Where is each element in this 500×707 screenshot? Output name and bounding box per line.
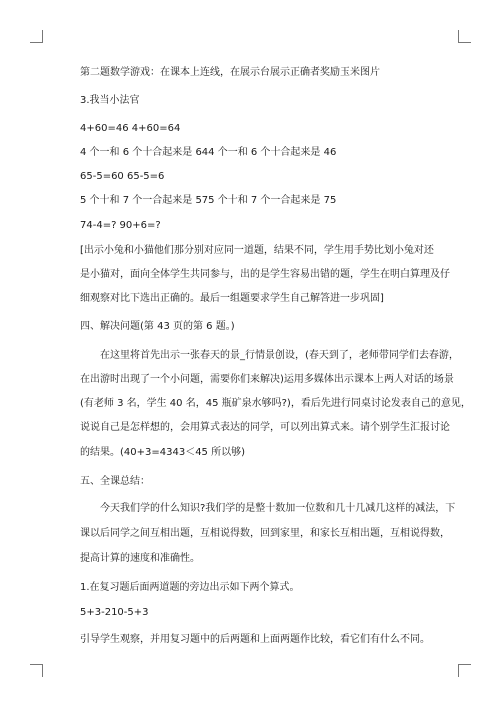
paragraph-line: 4 个一和 6 个十合起来是 644 个一和 6 个十合起来是 46	[80, 147, 337, 158]
section-heading: 四、解决问题(第 43 页的第 6 题。)	[80, 321, 235, 332]
paragraph-line: 今天我们学的什么知识?我们学的是整十数加一位数和几十几减几这样的减法，下	[100, 503, 456, 514]
paragraph-line: (有老师 3 名，学生 40 名，45 瓶矿泉水够吗?)，看后先进行同桌讨论发表自己的意见，	[80, 398, 471, 409]
paragraph-line: 5+3-210-5+3	[80, 607, 149, 618]
paragraph-line: 在这里将首先出示一张春天的景_行情景创设，(春天到了，老师带同学们去春游，	[100, 350, 459, 361]
paragraph-line: 课以后同学之间互相出题，互相说得数，回到家里，和家长互相出题，互相说得数，	[80, 528, 450, 539]
paragraph-line: 的结果。(40+3=4343＜45 所以够)	[80, 447, 245, 458]
paragraph-line: 3.我当小法官	[80, 95, 140, 106]
crop-mark-bottom-right	[458, 664, 471, 677]
paragraph-line: 细观察对比下选出正确的。最后一组题要求学生自己解答进一步巩固]	[80, 293, 384, 304]
paragraph-line: 74-4=? 90+6=?	[80, 220, 161, 231]
paragraph-line: [出示小兔和小猫他们那分别对应同一道题，结果不同，学生用手势比划小兔对还	[80, 245, 434, 256]
section-heading: 五、全课总结：	[80, 476, 150, 487]
paragraph-line: 引导学生观察，并用复习题中的后两题和上面两题作比较，看它们有什么不同。	[80, 634, 430, 645]
paragraph-line: 是小猫对，面向全体学生共同参与，出的是学生容易出错的题，学生在明白算理及仔	[80, 269, 450, 280]
crop-mark-top-right	[458, 30, 471, 43]
paragraph-line: 5 个十和 7 个一合起来是 575 个十和 7 个一合起来是 75	[80, 195, 337, 206]
paragraph-line: 说说自己是怎样想的，会用算式表达的同学，可以列出算式来。请个别学生汇报讨论	[80, 422, 450, 433]
crop-mark-bottom-left	[30, 664, 43, 677]
paragraph-line: 在出游时出现了一个小问题，需要你们来解决)运用多媒体出示课本上两人对话的场景	[80, 374, 454, 385]
paragraph-line: 第二题数学游戏：在课本上连线，在展示台展示正确者奖励玉米图片	[80, 67, 380, 78]
paragraph-line: 提高计算的速度和准确性。	[80, 553, 200, 564]
paragraph-line: 1.在复习题后面两道题的旁边出示如下两个算式。	[80, 582, 300, 593]
crop-mark-top-left	[30, 30, 43, 43]
paragraph-line: 65-5=60 65-5=6	[80, 171, 165, 182]
paragraph-line: 4+60=46 4+60=64	[80, 123, 181, 134]
